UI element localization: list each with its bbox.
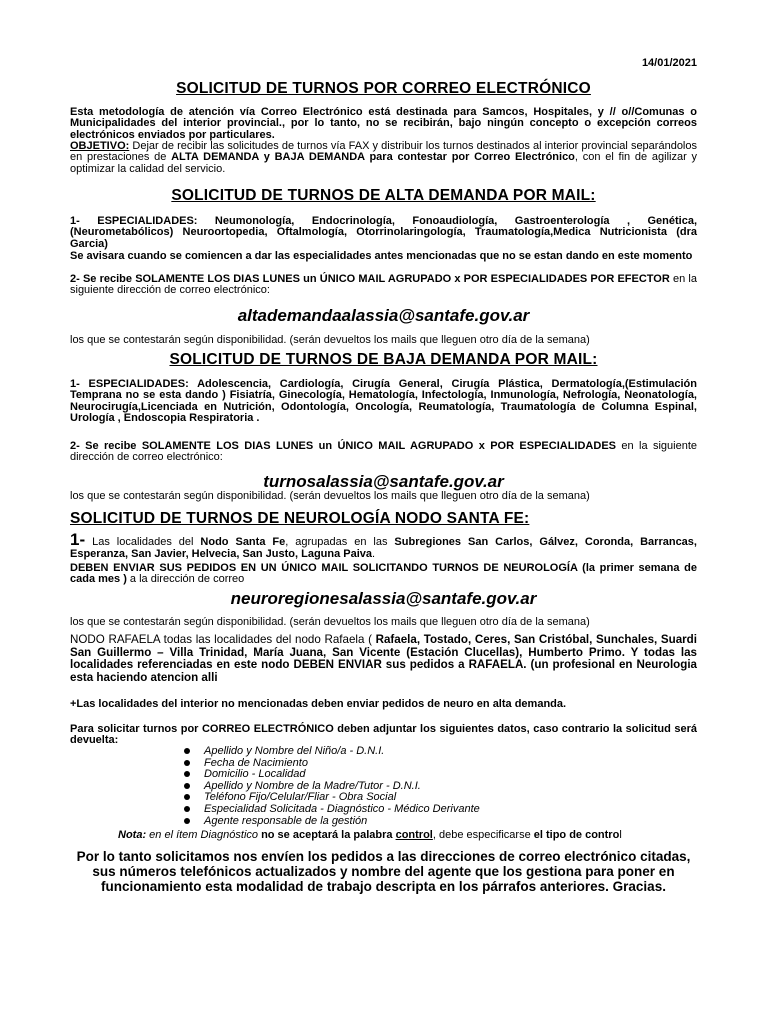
- interior-note: +Las localidades del interior no mencionadas deben enviar pedidos de neuro en alta demanda.: [70, 698, 567, 710]
- baja-heading: SOLICITUD DE TURNOS DE BAJA DEMANDA POR MAIL:: [169, 351, 598, 368]
- neuro-subregiones: Subregiones San Carlos, Gálvez, Coronda, Barrancas, Esperanza, San Javier, Helvecia, San Justo, Laguna Paiva: [70, 536, 697, 561]
- neuro-email[interactable]: neuroregionesalassia@santafe.gov.ar: [230, 589, 537, 608]
- neuro-item1-text: Las localidades del: [85, 536, 201, 548]
- baja-item2-prefix: 2- Se recibe: [70, 440, 142, 452]
- alta-heading: SOLICITUD DE TURNOS DE ALTA DEMANDA POR MAIL:: [171, 187, 596, 204]
- alta-especialidades: 1- ESPECIALIDADES: Neumonología, Endocrinología, Fonoaudiología, Gastroenterología , Genética, (Neurometabólicos) Neuroortopedia, Oftalmología, Otorrinolaringología, Traumatología,Medica Nutricionista (dra Garcia): [70, 215, 697, 250]
- rafaela-paragraph: [70, 634, 697, 684]
- datos-intro: Para solicitar turnos por CORREO ELECTRÓNICO deben adjuntar los siguientes datos, caso contrario la solicitud será devuelta:: [70, 723, 697, 747]
- neuro-deben-bold: DEBEN ENVIAR SUS PEDIDOS EN UN ÚNICO MAIL SOLICITANDO TURNOS DE NEUROLOGÍA (la primer semana de cada mes ): [70, 562, 697, 586]
- neuro-note: los que se contestarán según disponibilidad. (serán devueltos los mails que lleguen otro día de la semana): [70, 616, 590, 628]
- list-item: Agente responsable de la gestión: [184, 816, 480, 828]
- alta-note: los que se contestarán según disponibilidad. (serán devueltos los mails que lleguen otro día de la semana): [70, 334, 590, 346]
- nota-label: Nota:: [118, 829, 147, 841]
- nota-text: en el ítem Diagnóstico: [146, 829, 262, 841]
- list-item: Especialidad Solicitada - Diagnóstico - Médico Derivante: [184, 804, 480, 816]
- baja-item2-text: en la siguiente dirección de correo electrónico:: [70, 440, 697, 464]
- objetivo-text: Dejar de recibir las solicitudes de turnos vía FAX y distribuir los turnos destinados al interior provincial separándolos en prestaciones de: [70, 140, 697, 164]
- list-item: Fecha de Nacimiento: [184, 758, 480, 770]
- list-item: Apellido y Nombre del Niño/a - D.N.I.: [184, 746, 480, 758]
- nota-end: l: [619, 829, 622, 841]
- document-date: 14/01/2021: [641, 57, 697, 69]
- neuro-deben-text: a la dirección de correo: [126, 573, 245, 586]
- baja-email[interactable]: turnosalassia@santafe.gov.ar: [263, 472, 504, 491]
- neuro-item1-number: 1-: [70, 530, 86, 549]
- alta-item2-bold: SOLAMENTE LOS DIAS LUNES un ÚNICO MAIL AGRUPADO x POR ESPECIALIDADES POR EFECTOR: [135, 273, 670, 285]
- objetivo-text-end: , con el fin de agilizar y optimizar la calidad del servicio.: [70, 151, 697, 175]
- alta-item2: [70, 274, 697, 297]
- objetivo-bold: ALTA DEMANDA y BAJA DEMANDA para contestar por Correo Electrónico: [171, 151, 575, 164]
- baja-especialidades: 1- ESPECIALIDADES: Adolescencia, Cardiología, Cirugía General, Cirugía Plástica, Dermatología,(Estimulación Temprana no se esta dando ) Fisiatría, Ginecología, Hematología, Infectología, Inmunología, Nefrología, Neonatología, Neurocirugía,Licenciada en Nutrición, Odontología, Oncología, Reumatología, Traumatología de Columna Espinal, Urología , Endoscopia Respiratoria .: [70, 378, 697, 425]
- baja-note: los que se contestarán según disponibilidad. (serán devueltos los mails que lleguen otro día de la semana): [70, 490, 590, 502]
- objetivo-label: OBJETIVO:: [70, 140, 130, 152]
- list-item: Teléfono Fijo/Celular/Fliar - Obra Social: [184, 792, 480, 804]
- baja-item2: [70, 441, 697, 464]
- neuro-item1-text-b: , agrupadas en las: [285, 536, 395, 548]
- required-data-list: [184, 746, 480, 827]
- neuro-item1: [70, 530, 697, 561]
- intro-paragraph: Esta metodología de atención vía Correo Electrónico está destinada para Samcos, Hospitales, y // o//Comunas o Municipalidades del interior provincial., por lo tanto, no se recibirán, bajo ningún concepto o excepción correos electrónicos enviados por particulares.: [70, 106, 697, 141]
- alta-email[interactable]: altademandaalassia@santafe.gov.ar: [237, 306, 530, 325]
- rafaela-text: NODO RAFAELA todas las localidades del nodo Rafaela (: [70, 633, 376, 646]
- nota-bold: no se aceptará la palabra: [261, 829, 396, 841]
- alta-item2-prefix: 2- Se recibe: [70, 273, 136, 285]
- objetivo-paragraph: [70, 141, 697, 175]
- baja-item2-bold: SOLAMENTE LOS DIAS LUNES un ÚNICO MAIL AGRUPADO x POR ESPECIALIDADES: [141, 440, 616, 452]
- document-title: SOLICITUD DE TURNOS POR CORREO ELECTRÓNICO: [176, 80, 591, 97]
- nota-line: [70, 829, 745, 841]
- neuro-item1-end: .: [372, 548, 376, 561]
- neuro-heading: SOLICITUD DE TURNOS DE NEUROLOGÍA NODO SANTA FE:: [70, 510, 530, 527]
- neuro-nodo-name: Nodo Santa Fe: [200, 536, 286, 548]
- nota-bold-2: el tipo de contro: [533, 829, 620, 841]
- list-item: Domicilio - Localidad: [184, 769, 480, 781]
- rafaela-bold: Rafaela, Tostado, Ceres, San Cristóbal, Sunchales, Suardi San Guillermo – Villa Trinidad, María Juana, San Vicente (Estación Clucellas), Humberto Primo. Y todas las localidades referenciadas en este nodo DEBEN ENVIAR sus pedidos a RAFAELA. (un profesional en Neurologia esta haciendo atencion alli: [70, 633, 697, 684]
- nota-control: control: [395, 829, 433, 841]
- alta-item2-text: en la siguiente dirección de correo electrónico:: [70, 273, 697, 297]
- neuro-deben: [70, 563, 697, 586]
- nota-text-b: , debe especificarse: [432, 829, 534, 841]
- closing-paragraph: Por lo tanto solicitamos nos envíen los pedidos a las direcciones de correo electrónico citadas, sus números telefónicos actualizados y nombre del agente que los gestiona para poner en funcionamiento esta modalidad de trabajo descripta en los párrafos anteriores. Gracias.: [76, 849, 691, 894]
- alta-aviso: Se avisara cuando se comiencen a dar las especialidades antes mencionadas que no se estan dando en este momento: [70, 250, 693, 262]
- list-item: Apellido y Nombre de la Madre/Tutor - D.N.I.: [184, 781, 480, 793]
